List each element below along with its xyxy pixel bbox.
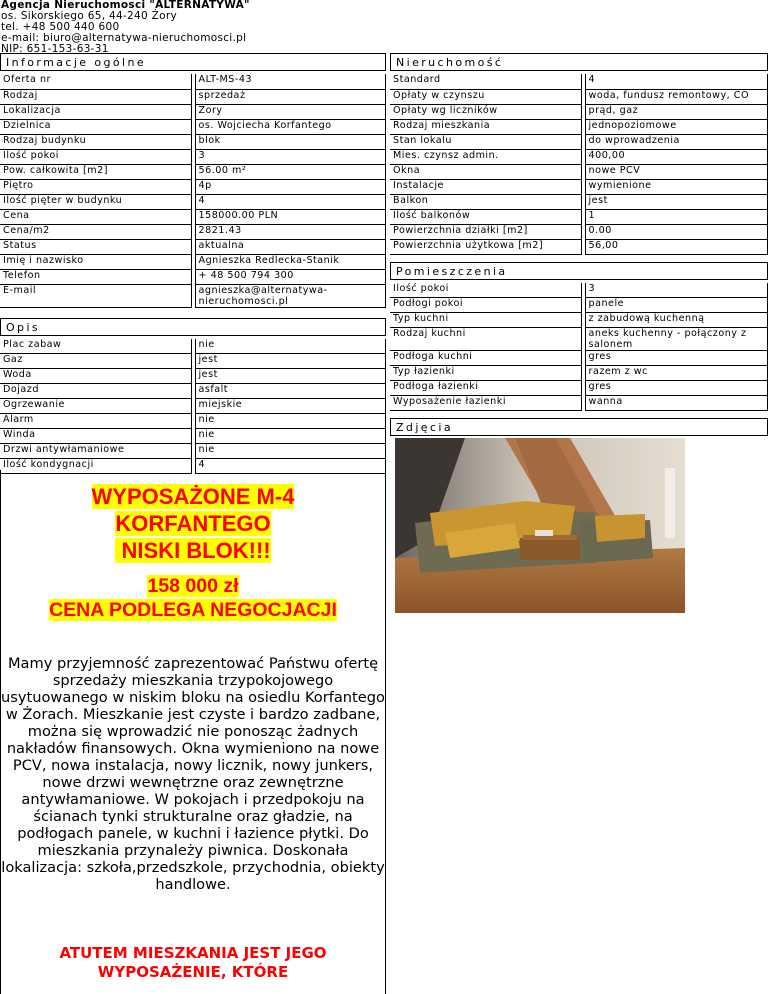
table-row xyxy=(0,384,386,399)
row-value: + 48 500 794 300 xyxy=(195,269,386,284)
agency-nip: NIP: 651-153-63-31 xyxy=(1,43,109,55)
table-row xyxy=(0,104,386,119)
agency-email: e-mail: biuro@alternatywa-nieruchomosci.pl xyxy=(1,32,247,44)
table-row xyxy=(0,269,386,284)
section-rooms-header: Pomieszczenia xyxy=(390,262,768,280)
row-label: Opłaty w czynszu xyxy=(390,89,581,104)
table-row xyxy=(390,194,768,209)
row-label: Telefon xyxy=(0,269,191,284)
row-label: Okna xyxy=(390,164,581,179)
row-label: Winda xyxy=(0,429,191,444)
row-value: nie xyxy=(195,414,386,429)
table-row xyxy=(390,396,768,411)
row-value: gres xyxy=(585,381,768,396)
row-label: Imię i nazwisko xyxy=(0,254,191,269)
row-value: aktualna xyxy=(195,239,386,254)
row-label: Gaz xyxy=(0,354,191,369)
promo-negotiation: CENA PODLEGA NEGOCJACJI xyxy=(49,599,337,621)
table-row xyxy=(390,134,768,149)
row-value: woda, fundusz remontowy, CO xyxy=(585,89,768,104)
row-value: wymienione xyxy=(585,179,768,194)
row-label: Alarm xyxy=(0,414,191,429)
row-label: Piętro xyxy=(0,179,191,194)
table-row xyxy=(0,89,386,104)
agency-name: Agencja Nieruchomosci "ALTERNATYWA" xyxy=(1,0,250,11)
row-value: 3 xyxy=(585,283,768,298)
row-value: wanna xyxy=(585,396,768,411)
row-label: Pow. całkowita [m2] xyxy=(0,164,191,179)
promo-line2: KORFANTEGO xyxy=(115,511,271,536)
table-row xyxy=(390,209,768,224)
row-value: os. Wojciecha Korfantego xyxy=(195,119,386,134)
row-value: jednopoziomowe xyxy=(585,119,768,134)
row-label: Rodzaj kuchni xyxy=(390,328,581,351)
row-value: agnieszka@alternatywa-nieruchomosci.pl xyxy=(195,284,386,307)
left-column xyxy=(0,53,386,474)
table-row xyxy=(0,74,386,89)
row-label: Ogrzewanie xyxy=(0,399,191,414)
row-value: ALT-MS-43 xyxy=(195,74,386,89)
row-value: nie xyxy=(195,444,386,459)
row-label: Mies. czynsz admin. xyxy=(390,149,581,164)
row-value: prąd, gaz xyxy=(585,104,768,119)
table-row xyxy=(0,459,386,474)
row-value: nowe PCV xyxy=(585,164,768,179)
row-value: 56,00 xyxy=(585,239,768,254)
row-label: Rodzaj xyxy=(0,89,191,104)
promo-price xyxy=(0,574,386,622)
row-value: razem z wc xyxy=(585,366,768,381)
row-value: sprzedaż xyxy=(195,89,386,104)
table-row xyxy=(390,313,768,328)
row-value: Agnieszka Redlecka-Stanik xyxy=(195,254,386,269)
row-value: 2821.43 xyxy=(195,224,386,239)
row-value: z zabudową kuchenną xyxy=(585,313,768,328)
row-value: miejskie xyxy=(195,399,386,414)
row-label: Cena xyxy=(0,209,191,224)
table-row xyxy=(0,339,386,354)
table-row xyxy=(0,399,386,414)
description-table xyxy=(0,339,386,475)
table-row xyxy=(390,104,768,119)
row-value: aneks kuchenny - połączony z salonem xyxy=(585,328,768,351)
agency-address: os. Sikorskiego 65, 44-240 Żory xyxy=(1,10,177,22)
rooms-table xyxy=(390,283,768,412)
table-row xyxy=(390,224,768,239)
table-row xyxy=(0,194,386,209)
table-row xyxy=(390,149,768,164)
row-value: 158000.00 PLN xyxy=(195,209,386,224)
row-label: Ilość kondygnacji xyxy=(0,459,191,474)
table-row xyxy=(390,351,768,366)
table-row xyxy=(0,444,386,459)
promo-price-value: 158 000 zł xyxy=(147,575,239,597)
promo-headline xyxy=(0,484,386,565)
table-row xyxy=(390,119,768,134)
table-row xyxy=(390,239,768,254)
row-value: jest xyxy=(585,194,768,209)
row-value: 4p xyxy=(195,179,386,194)
row-label: Rodzaj budynku xyxy=(0,134,191,149)
living-room-photo[interactable] xyxy=(395,438,685,613)
row-value: 56.00 m² xyxy=(195,164,386,179)
table-row xyxy=(390,298,768,313)
row-label: Podłoga kuchni xyxy=(390,351,581,366)
table-row xyxy=(0,224,386,239)
row-label: Dzielnica xyxy=(0,119,191,134)
row-label: Woda xyxy=(0,369,191,384)
row-label: Opłaty wg liczników xyxy=(390,104,581,119)
table-row xyxy=(0,239,386,254)
table-row xyxy=(390,74,768,89)
agency-header xyxy=(1,0,250,55)
table-row xyxy=(390,381,768,396)
row-value: gres xyxy=(585,351,768,366)
row-label: Dojazd xyxy=(0,384,191,399)
row-label: Powierzchnia działki [m2] xyxy=(390,224,581,239)
row-value: panele xyxy=(585,298,768,313)
row-label: Ilość pokoi xyxy=(0,149,191,164)
table-row xyxy=(0,149,386,164)
table-row xyxy=(0,284,386,307)
row-value: 4 xyxy=(585,74,768,89)
row-label: Ilość pięter w budynku xyxy=(0,194,191,209)
property-table xyxy=(390,74,768,255)
row-label: Lokalizacja xyxy=(0,104,191,119)
row-value: nie xyxy=(195,429,386,444)
row-value: 3 xyxy=(195,149,386,164)
row-label: Cena/m2 xyxy=(0,224,191,239)
agency-phone: tel. +48 500 440 600 xyxy=(1,21,120,33)
row-label: Stan lokalu xyxy=(390,134,581,149)
row-label: Oferta nr xyxy=(0,74,191,89)
row-label: Podłoga łazienki xyxy=(390,381,581,396)
row-label: Typ łazienki xyxy=(390,366,581,381)
row-label: Powierzchnia użytkowa [m2] xyxy=(390,239,581,254)
row-label: Ilość pokoi xyxy=(390,283,581,298)
table-row xyxy=(0,134,386,149)
row-value: do wprowadzenia xyxy=(585,134,768,149)
table-row xyxy=(390,179,768,194)
row-label: Rodzaj mieszkania xyxy=(390,119,581,134)
table-row xyxy=(0,209,386,224)
section-property-header: Nieruchomość xyxy=(390,53,768,71)
section-general-header: Informacje ogólne xyxy=(0,53,386,71)
row-label: Instalacje xyxy=(390,179,581,194)
photo-image xyxy=(395,438,685,613)
table-row xyxy=(0,414,386,429)
table-row xyxy=(390,283,768,298)
description-text: Mamy przyjemność zaprezentować Państwu ofertę sprzedaży mieszkania trzypokojowego usytuowanego w niskim bloku na osiedlu Korfantego w Żorach. Mieszkanie jest czyste i bardzo zadbane, można się wprowadzić nie ponosząc żadnych nakładów finansowych. Okna wymieniono na nowe PCV, nowa instalacja, nowy licznik, nowy junkers, nowe drzwi wewnętrzne oraz zewnętrzne antywłamaniowe. W pokojach i przedpokoju na ścianach tynki strukturalne oraz gładzie, na podłogach panele, w kuchni i łazience płytki. Do mieszkania przynależy piwnica. Doskonała lokalizacja: szkoła,przedszkole, przychodnia, obiekty handlowe. xyxy=(1,655,385,893)
row-value: asfalt xyxy=(195,384,386,399)
row-value: 0.00 xyxy=(585,224,768,239)
table-row xyxy=(0,119,386,134)
row-value: jest xyxy=(195,354,386,369)
table-row xyxy=(0,429,386,444)
promo-line1: WYPOSAŻONE M-4 xyxy=(91,484,295,509)
table-row xyxy=(0,254,386,269)
section-photos-header: Zdjęcia xyxy=(390,418,768,436)
general-info-table xyxy=(0,74,386,308)
row-label: E-mail xyxy=(0,284,191,307)
table-row xyxy=(0,369,386,384)
bottom-highlight: ATUTEM MIESZKANIA JEST JEGO WYPOSAŻENIE, KTÓRE xyxy=(59,944,327,981)
table-row xyxy=(390,89,768,104)
row-value: 1 xyxy=(585,209,768,224)
row-value: Żory xyxy=(195,104,386,119)
row-label: Balkon xyxy=(390,194,581,209)
row-label: Drzwi antywłamaniowe xyxy=(0,444,191,459)
row-value: 400,00 xyxy=(585,149,768,164)
promo-line3: NISKI BLOK!!! xyxy=(115,538,271,563)
row-label: Ilość balkonów xyxy=(390,209,581,224)
table-row xyxy=(390,164,768,179)
table-row xyxy=(0,164,386,179)
right-column xyxy=(390,53,768,439)
table-row xyxy=(0,179,386,194)
row-label: Standard xyxy=(390,74,581,89)
table-row xyxy=(390,366,768,381)
row-value: blok xyxy=(195,134,386,149)
row-label: Podłogi pokoi xyxy=(390,298,581,313)
row-value: nie xyxy=(195,339,386,354)
row-value: jest xyxy=(195,369,386,384)
section-description-header: Opis xyxy=(0,318,386,336)
table-row xyxy=(0,354,386,369)
row-value: 4 xyxy=(195,459,386,474)
table-row xyxy=(390,328,768,351)
row-label: Status xyxy=(0,239,191,254)
row-value: 4 xyxy=(195,194,386,209)
row-label: Wyposażenie łazienki xyxy=(390,396,581,411)
row-label: Typ kuchni xyxy=(390,313,581,328)
row-label: Plac zabaw xyxy=(0,339,191,354)
